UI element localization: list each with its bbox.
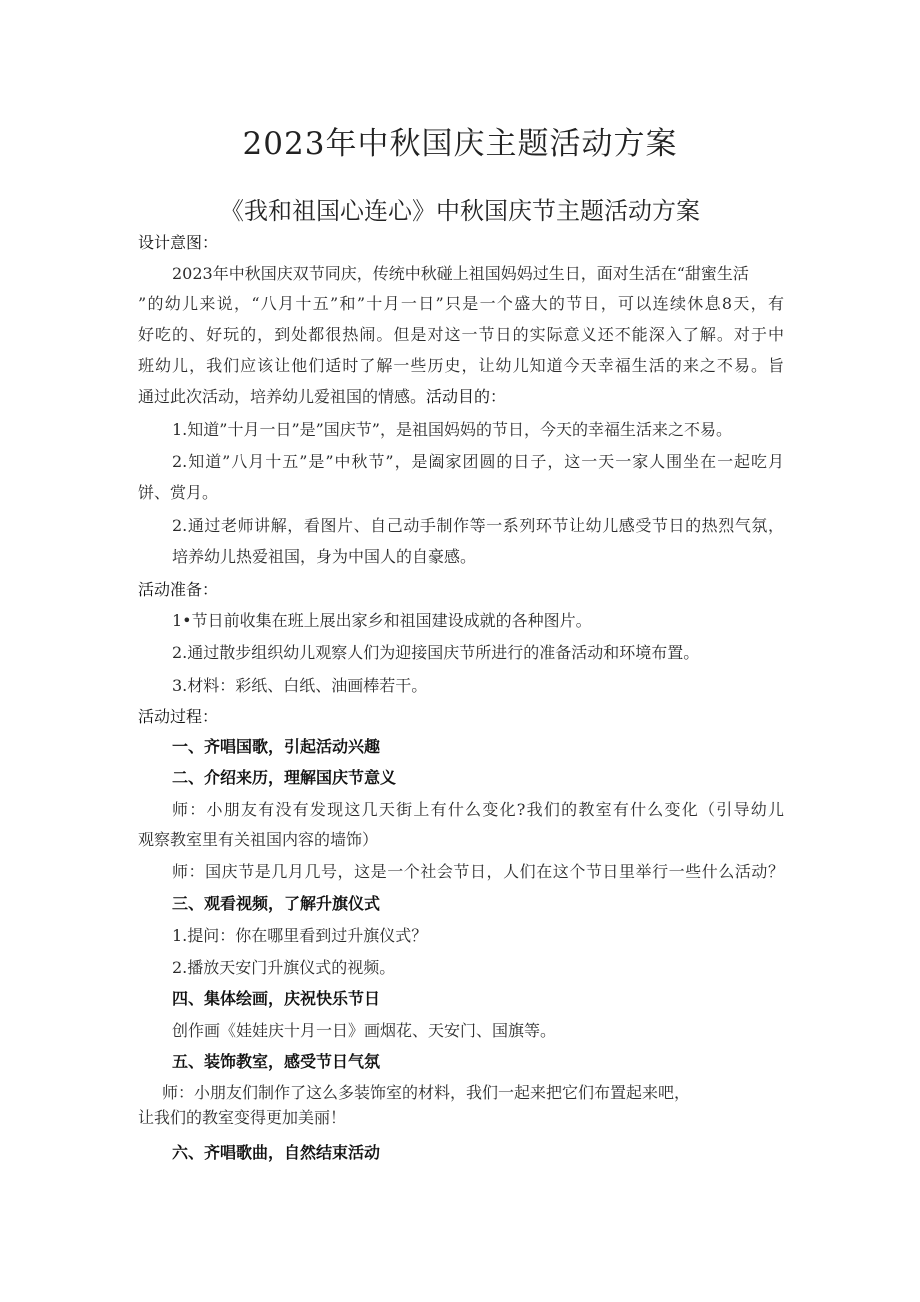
document-subtitle: 《我和祖国心连心》中秋国庆节主题活动方案: [220, 197, 700, 225]
process-step-1: 一、齐唱国歌，引起活动兴趣: [172, 737, 381, 756]
process-step-5-para-line-1: 师：小朋友们制作了这么多装饰室的材料，我们一起来把它们布置起来吧，: [162, 1083, 691, 1102]
goal-item-3-line-1: 2.通过老师讲解，看图片、自己动手制作等一系列环节让幼儿感受节日的热烈气氛，: [172, 516, 784, 535]
process-step-6: 六、齐唱歌曲，自然结束活动: [172, 1143, 381, 1162]
document-title: 2023年中秋国庆主题活动方案: [242, 126, 678, 162]
preparation-item-1: 1•节日前收集在班上展出家乡和祖国建设成就的各种图片。: [172, 611, 592, 630]
goals-heading: 活动目的：: [426, 387, 507, 406]
process-step-3: 三、观看视频，了解升旗仪式: [172, 894, 381, 913]
process-step-2-para-2: 师：国庆节是几月几号，这是一个社会节日，人们在这个节日里举行一些什么活动？: [172, 862, 784, 881]
process-step-3-item-2: 2.播放天安门升旗仪式的视频。: [172, 958, 396, 977]
goal-item-2-line-1: 2.知道”八月十五”是”中秋节”，是阖家团圆的日子，这一天一家人围坐在一起吃月: [172, 452, 784, 471]
process-heading: 活动过程：: [138, 707, 219, 726]
process-step-3-item-1: 1.提问：你在哪里看到过升旗仪式？: [172, 926, 428, 945]
design-intent-line-1: 2023年中秋国庆双节同庆，传统中秋碰上祖国妈妈过生日，面对生活在“甜蜜生活: [172, 264, 749, 283]
process-step-4: 四、集体绘画，庆祝快乐节日: [172, 989, 381, 1008]
process-step-5: 五、装饰教室，感受节日气氛: [172, 1052, 381, 1071]
process-step-2-para-1-line-1: 师：小朋友有没有发现这几天街上有什么变化?我们的教室有什么变化（引导幼儿: [172, 800, 784, 819]
process-step-2-para-1-line-2: 观察教室里有关祖国内容的墙饰）: [138, 830, 379, 849]
design-intent-line-5: [138, 387, 506, 407]
process-step-2: 二、介绍来历，理解国庆节意义: [172, 768, 397, 787]
preparation-heading: 活动准备：: [138, 580, 219, 599]
goal-item-3-line-2: 培养幼儿热爱祖国，身为中国人的自豪感。: [172, 547, 477, 566]
preparation-item-3: 3.材料：彩纸、白纸、油画棒若干。: [172, 676, 428, 695]
design-intent-line-4: 班幼儿，我们应该让他们适时了解一些历史，让幼儿知道今天幸福生活的来之不易。旨: [138, 356, 784, 375]
preparation-item-2: 2.通过散步组织幼儿观察人们为迎接国庆节所进行的准备活动和环境布置。: [172, 643, 700, 662]
design-intent-line-2: ”的幼儿来说，“八月十五”和”十月一日”只是一个盛大的节日，可以连续休息8天，有: [138, 294, 784, 313]
goal-item-2-line-2: 饼、赏月。: [138, 483, 219, 502]
design-intent-line-3: 好吃的、好玩的，到处都很热闹。但是对这一节日的实际意义还不能深入了解。对于中: [138, 325, 784, 344]
design-intent-line-5-text: 通过此次活动，培养幼儿爱祖国的情感。: [138, 387, 427, 406]
goal-item-1: 1.知道”十月一日”是”国庆节”，是祖国妈妈的节日，今天的幸福生活来之不易。: [172, 420, 732, 439]
process-step-5-para-line-2: 让我们的教室变得更加美丽！: [138, 1108, 347, 1127]
design-intent-heading: 设计意图：: [138, 233, 219, 252]
process-step-4-para: 创作画《娃娃庆十月一日》画烟花、天安门、国旗等。: [172, 1021, 557, 1040]
